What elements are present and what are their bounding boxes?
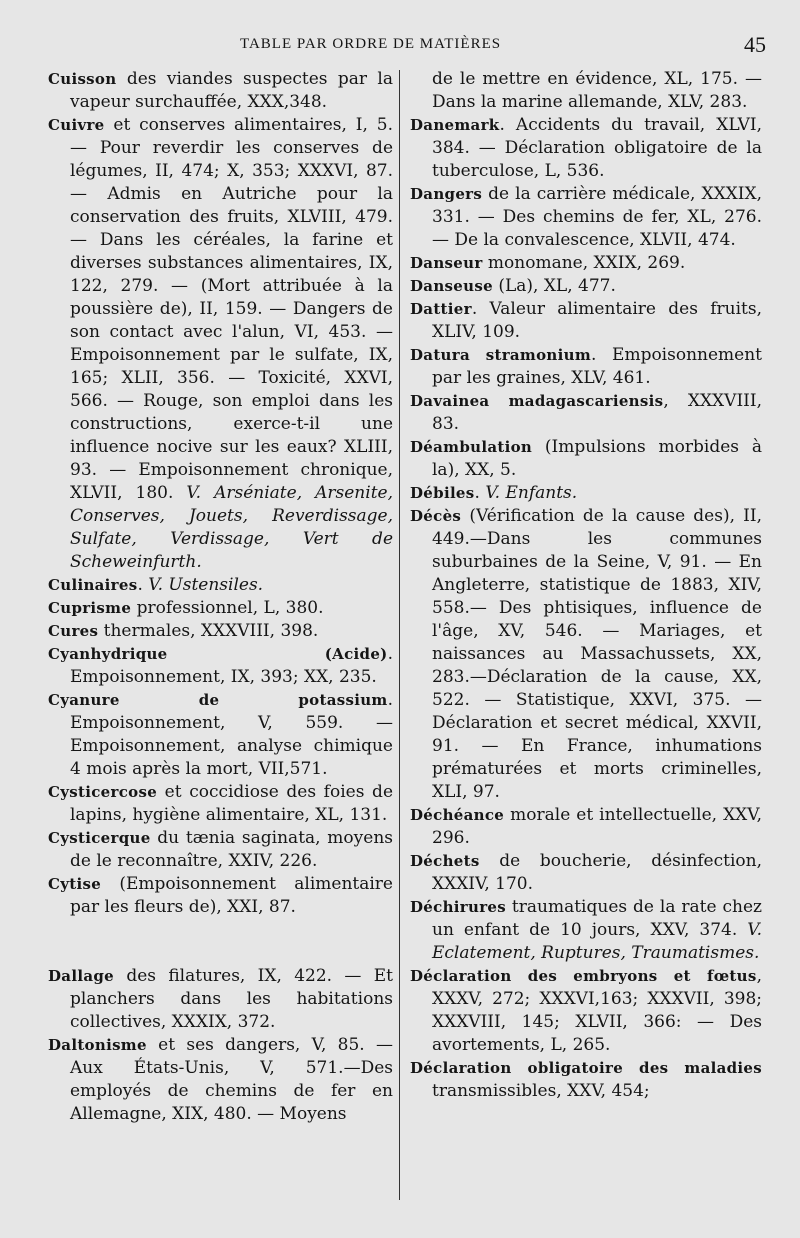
index-entry	[48, 781, 393, 827]
entry-text: traumatiques de la rate chez un enfant de 10 jours, XXV, 374.	[432, 897, 762, 940]
entry-text: (Impulsions morbides à la), XX, 5.	[432, 437, 762, 480]
entry-text: . Empoisonnement par les graines, XLV, 461.	[432, 345, 762, 388]
entry-text: de boucherie, désinfection, XXXIV, 170.	[432, 851, 762, 894]
entry-term: Culinaires	[48, 576, 138, 594]
column-divider	[399, 70, 400, 1200]
entry-cross-reference: V. Arséniate, Arsenite, Conserves, Jouets, Reverdissage, Sulfate, Verdissage, Vert de Scheweinfurth.	[70, 483, 393, 572]
entry-term: Cuisson	[48, 70, 117, 88]
entry-term: Datura stramonium	[410, 346, 591, 364]
entry-term: Déambulation	[410, 438, 533, 456]
entry-term: Cyanure de potassium	[48, 691, 388, 709]
entry-text: et ses dangers, V, 85. — Aux États-Unis, V, 571.—Des employés de chemins de fer en Allemagne, XIX, 480. — Moyens	[70, 1035, 393, 1124]
index-entry	[410, 298, 762, 344]
entry-term: Cuprisme	[48, 599, 132, 617]
index-entry	[410, 183, 762, 252]
entry-text: de le mettre en évidence, XL, 175. — Dans la marine allemande, XLV, 283.	[432, 69, 762, 112]
index-entry	[48, 873, 393, 919]
index-entry	[48, 114, 393, 574]
entry-text: , XXXVIII, 83.	[432, 391, 762, 434]
entry-text: . Accidents du travail, XLVI, 384. — Déclaration obligatoire de la tuberculose, L, 536.	[432, 115, 762, 181]
index-entry	[48, 1034, 393, 1126]
entry-term: Dattier	[410, 300, 472, 318]
index-entry	[410, 68, 762, 114]
entry-term: Daltonisme	[48, 1036, 147, 1054]
entry-cross-reference: V. Enfants.	[485, 483, 578, 503]
entry-text: transmissibles, XXV, 454;	[432, 1081, 650, 1101]
entry-term: Dallage	[48, 967, 114, 985]
entry-text: morale et intellectuelle, XXV, 296.	[432, 805, 762, 848]
index-entry	[410, 114, 762, 183]
entry-text: et coccidiose des foies de lapins, hygiène alimentaire, XL, 131.	[70, 782, 393, 825]
index-entry	[410, 1057, 762, 1103]
entry-term: Cysticercose	[48, 783, 158, 801]
entry-term: Déclaration des embryons et fœtus	[410, 967, 757, 985]
page-number: 45	[744, 32, 766, 57]
entry-term: Danemark	[410, 116, 500, 134]
index-entry	[410, 965, 762, 1057]
entry-term: Cytise	[48, 875, 102, 893]
entry-term: Danseuse	[410, 277, 493, 295]
index-entry	[48, 643, 393, 689]
entry-term: Déchéance	[410, 806, 505, 824]
index-entry	[410, 275, 762, 298]
index-entry	[410, 390, 762, 436]
index-entry	[48, 965, 393, 1034]
entry-term: Cuivre	[48, 116, 105, 134]
left-column	[48, 68, 393, 1218]
entry-term: Cyanhydrique (Acide)	[48, 645, 388, 663]
entry-text: du tænia saginata, moyens de le reconnaître, XXIV, 226.	[70, 828, 393, 871]
entry-text: .	[474, 483, 486, 503]
index-entry	[410, 850, 762, 896]
entry-text: . Valeur alimentaire des fruits, XLIV, 109.	[432, 299, 762, 342]
section-gap	[48, 919, 393, 965]
index-entry	[410, 344, 762, 390]
right-column	[410, 68, 762, 1218]
entry-cross-reference: V. Eclatement, Ruptures, Traumatismes.	[432, 920, 762, 963]
index-entry	[410, 896, 762, 965]
entry-text: (Empoisonnement alimentaire par les fleurs de), XXI, 87.	[70, 874, 393, 917]
index-entry	[48, 620, 393, 643]
index-entry	[48, 68, 393, 114]
entry-cross-reference: V. Ustensiles.	[148, 575, 264, 595]
index-entry	[410, 252, 762, 275]
index-entry	[48, 689, 393, 781]
index-entry	[48, 597, 393, 620]
index-entry	[48, 827, 393, 873]
entry-term: Cures	[48, 622, 99, 640]
entry-term: Déchets	[410, 852, 480, 870]
entry-text: (La), XL, 477.	[492, 276, 616, 296]
entry-term: Débiles	[410, 484, 475, 502]
entry-term: Dangers	[410, 185, 483, 203]
entry-text: professionnel, L, 380.	[131, 598, 324, 618]
index-entry	[410, 436, 762, 482]
entry-text: (Vérification de la cause des), II, 449.—Dans les communes suburbaines de la Seine, V, 91. — En Angleterre, statistique de 1883, XIV, 558.— Des phtisiques, influence de l'âge, XV, 546. — Mariages, et naissances au Massachussets, XX, 283.—Déclaration de la cause, XX, 522. — Statistique, XXVI, 375. —Déclaration et secret médical, XXVII, 91. — En France, inhumations prématurées et morts criminelles, XLI, 97.	[432, 506, 762, 802]
index-entry	[410, 505, 762, 804]
entry-text: . Empoisonnement, V, 559. — Empoisonnement, analyse chimique 4 mois après la mort, VII,571.	[70, 690, 393, 779]
entry-text: monomane, XXIX, 269.	[482, 253, 686, 273]
index-entry	[410, 482, 762, 505]
index-entry	[48, 574, 393, 597]
entry-term: Danseur	[410, 254, 483, 272]
entry-text: thermales, XXXVIII, 398.	[98, 621, 319, 641]
entry-term: Déchirures	[410, 898, 506, 916]
index-entry	[410, 804, 762, 850]
entry-text: et conserves alimentaires, I, 5. — Pour reverdir les conserves de légumes, II, 474; X, 353; XXXVI, 87. — Admis en Autriche pour la conservation des fruits, XLVIII, 479. — Dans les céréales, la farine et diverses substances alimentaires, IX, 122, 279. — (Mort attribuée à la poussière de), II, 159. — Dangers de son contact avec l'alun, VI, 453. — Empoisonnement par le sulfate, IX, 165; XLII, 356. — Toxicité, XXVI, 566. — Rouge, son emploi dans les constructions, exerce-t-il une influence nocive sur les eaux? XLIII, 93. — Empoisonnement chronique, XLVII, 180.	[70, 115, 393, 503]
entry-term: Décès	[410, 507, 462, 525]
entry-text: des viandes suspectes par la vapeur surchauffée, XXX,348.	[70, 69, 393, 112]
entry-text: . Empoisonnement, IX, 393; XX, 235.	[70, 644, 393, 687]
page-header	[0, 30, 800, 60]
entry-term: Cysticerque	[48, 829, 151, 847]
running-title: TABLE PAR ORDRE DE MATIÈRES	[240, 36, 502, 52]
entry-text: de la carrière médicale, XXXIX, 331. — Des chemins de fer, XL, 276. — De la convalescence, XLVII, 474.	[432, 184, 762, 250]
entry-text: des filatures, IX, 422. — Et planchers dans les habitations collectives, XXXIX, 372.	[70, 966, 393, 1032]
entry-text: , XXXV, 272; XXXVI,163; XXXVII, 398; XXXVIII, 145; XLVII, 366: — Des avortements, L, 265.	[432, 966, 762, 1055]
entry-text: .	[137, 575, 149, 595]
entry-term: Déclaration obligatoire des maladies	[410, 1059, 762, 1077]
entry-term: Davainea madagascariensis	[410, 392, 664, 410]
